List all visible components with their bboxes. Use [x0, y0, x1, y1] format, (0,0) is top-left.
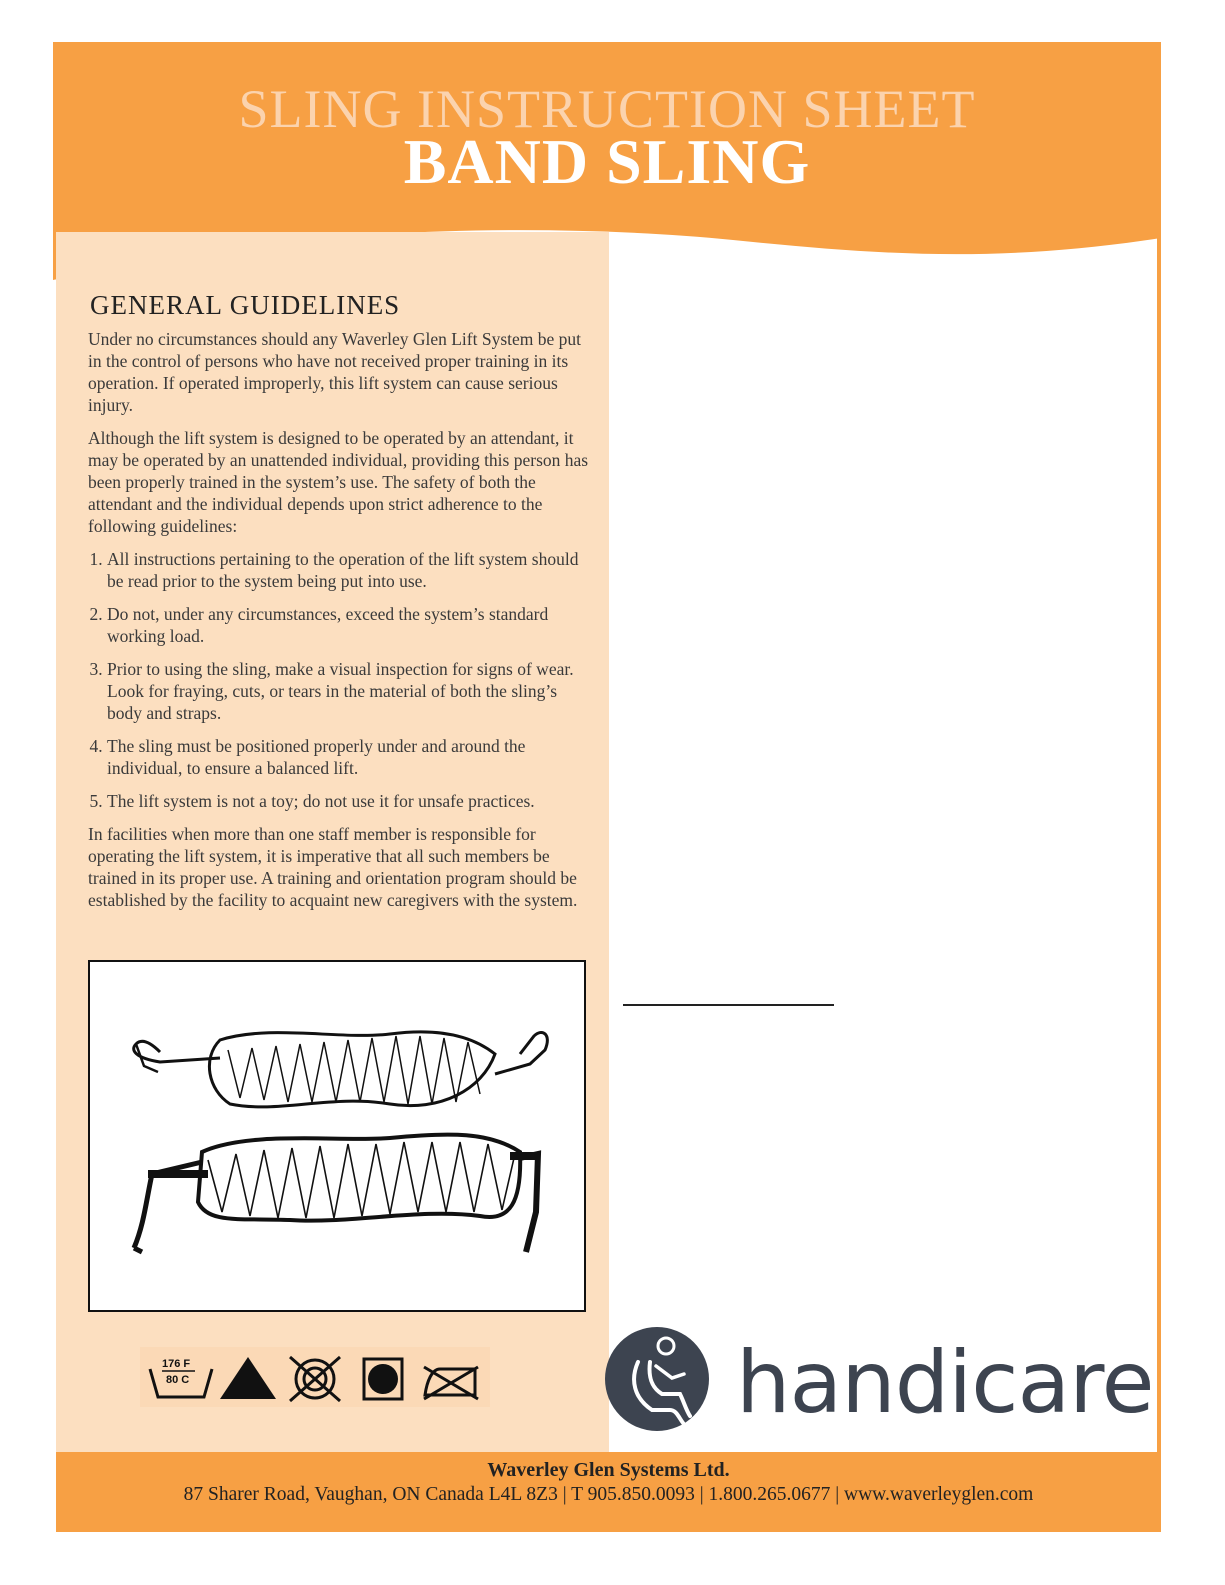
logo-wordmark: handicare — [736, 1333, 1154, 1433]
list-item: 3. Prior to using the sling, make a visual inspection for signs of wear. Look for fraying, cuts, or tears in the material of both the sling’s body and straps. — [107, 658, 593, 724]
signature-line — [623, 1004, 834, 1006]
list-item: 2. Do not, under any circumstances, exceed the system’s standard working load. — [107, 603, 593, 647]
footer-contact: 87 Sharer Road, Vaughan, ON Canada L4L 8Z3 | T 905.850.0093 | 1.800.265.0677 | www.waverleyglen.com — [183, 1484, 1034, 1505]
band-sling-illustration — [88, 960, 586, 1312]
laundry-icons — [140, 1347, 490, 1407]
svg-text:80 C: 80 C — [166, 1374, 190, 1386]
footer-company: Waverley Glen Systems Ltd. — [487, 1459, 730, 1481]
list-item: 1. All instructions pertaining to the operation of the lift system should be read prior to the system being put into use. — [107, 548, 593, 592]
list-item: 4. The sling must be positioned properly under and around the individual, to ensure a balanced lift. — [107, 735, 593, 779]
bleach-allowed-icon — [220, 1357, 276, 1399]
handicare-logo-mark — [604, 1322, 1154, 1437]
guidelines-paragraph: Although the lift system is designed to be operated by an attendant, it may be operated by an unattended individual, providing this person has been properly trained in the system’s use. The safety of both the attendant and the individual depends upon strict adherence to the following guidelines: — [88, 428, 589, 536]
guidelines-heading: GENERAL GUIDELINES — [90, 290, 401, 320]
care-symbols — [140, 1347, 490, 1407]
svg-text:176 F: 176 F — [162, 1358, 191, 1370]
list-item: 5. The lift system is not a toy; do not use it for unsafe practices. — [107, 790, 593, 812]
band-sling-drawing — [90, 962, 584, 1310]
do-not-iron-icon — [424, 1367, 478, 1399]
guidelines-list — [88, 548, 593, 812]
person-seated-icon — [605, 1327, 709, 1431]
do-not-tumble-dry-icon — [290, 1357, 340, 1401]
guidelines-paragraph: Under no circumstances should any Waverley Glen Lift System be put in the control of persons who have not received proper training in its operation. If operated improperly, this lift system can cause serious injury. — [88, 329, 582, 415]
sheet-title: SLING INSTRUCTION SHEET — [238, 79, 976, 139]
handicare-logo — [604, 1322, 1154, 1437]
guidelines-paragraph: In facilities when more than one staff member is responsible for operating the lift system, it is imperative that all such members be trained in its proper use. A training and orientation program should be established by the facility to acquaint new caregivers with the system. — [88, 824, 578, 910]
wash-80c-icon — [150, 1358, 212, 1397]
dry-icon — [364, 1359, 402, 1399]
guidelines-body — [88, 328, 593, 922]
sling-type-title: BAND SLING — [403, 126, 811, 197]
